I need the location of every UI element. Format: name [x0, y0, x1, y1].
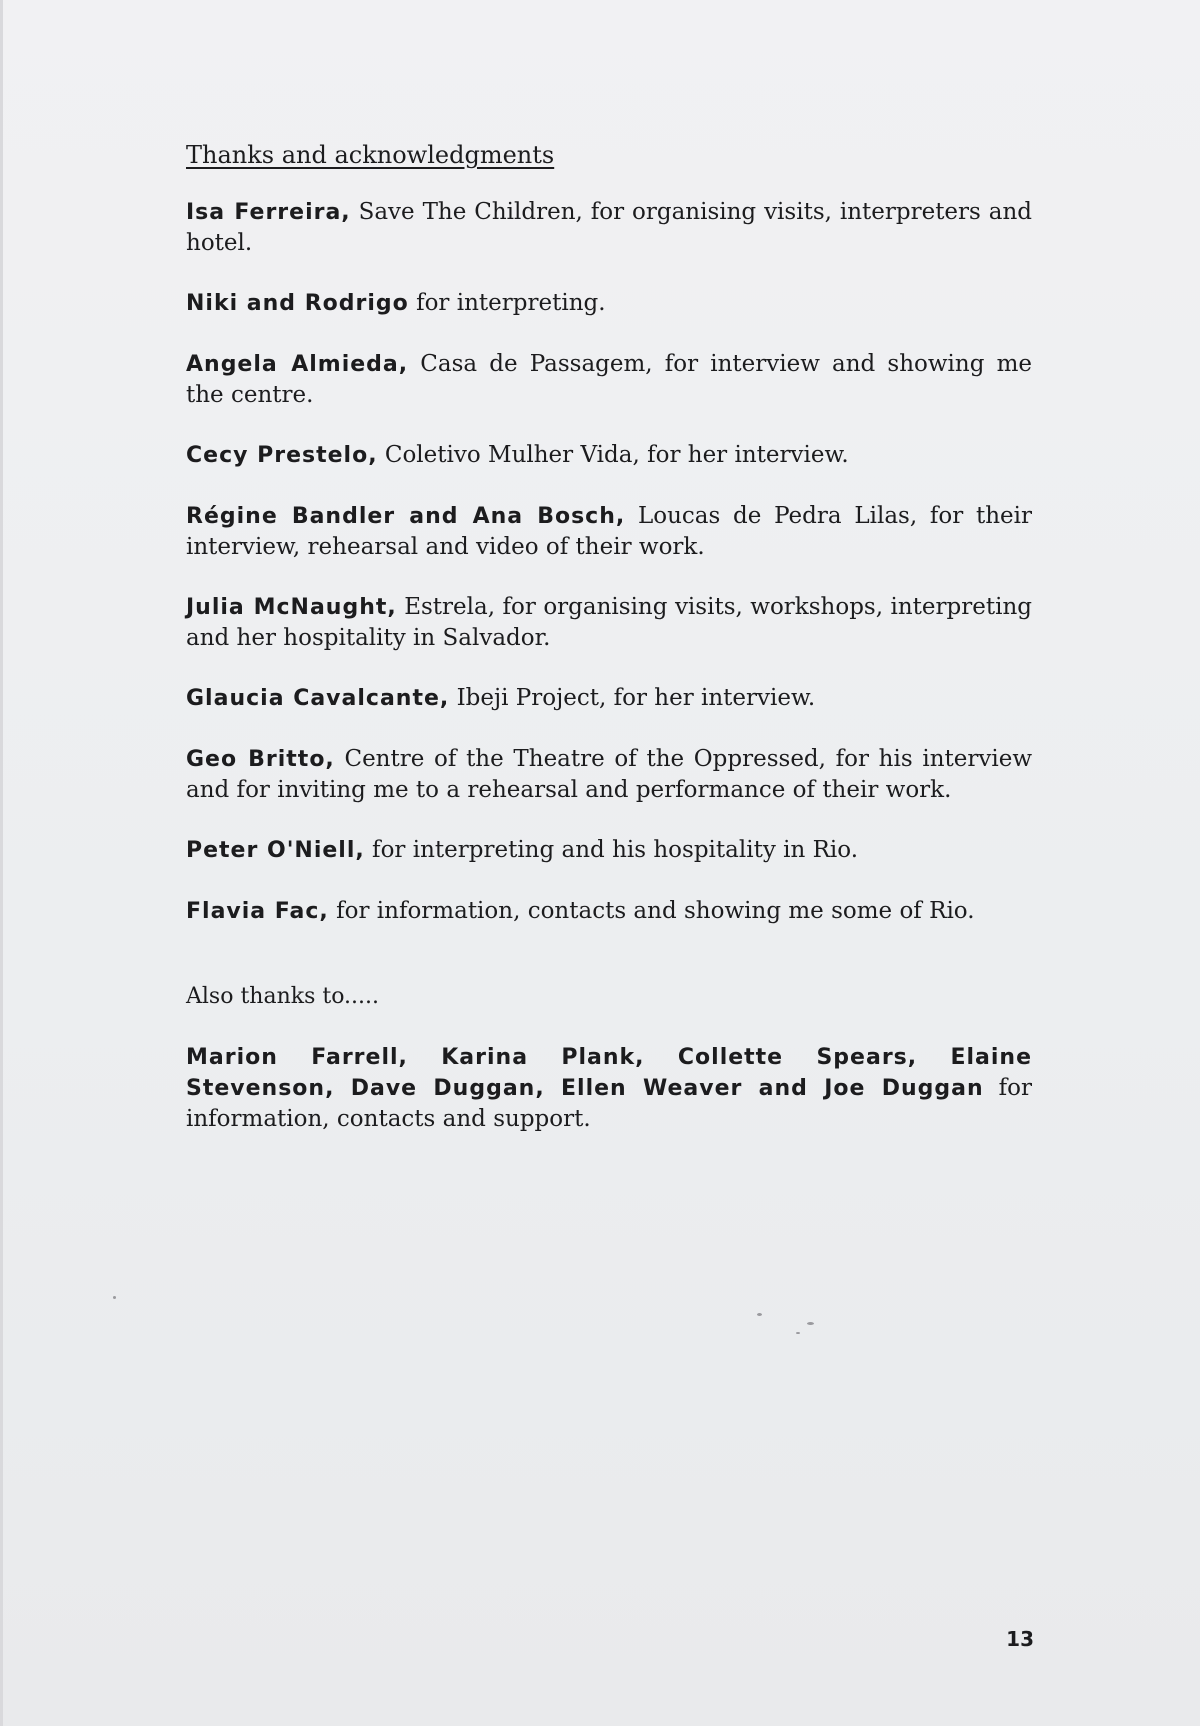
- acknowledgment-entry: [186, 501, 1032, 562]
- scan-speck: [113, 1296, 116, 1299]
- acknowledgment-text: Ibeji Project, for her interview.: [449, 685, 816, 711]
- person-name: Peter O'Niell,: [186, 838, 365, 863]
- person-name: Flavia Fac,: [186, 899, 329, 924]
- acknowledgment-text: for interpreting and his hospitality in Rio.: [364, 837, 859, 863]
- acknowledgment-text: Loucas de Pedra Lilas, for their interview, rehearsal and video of their work.: [186, 503, 1032, 560]
- page-number: 13: [1006, 1627, 1034, 1651]
- page-edge: [0, 0, 3, 1726]
- acknowledgment-text: Coletivo Mulher Vida, for her interview.: [377, 442, 849, 468]
- person-name: Julia McNaught,: [186, 595, 397, 620]
- acknowledgment-text: for information, contacts and showing me some of Rio.: [328, 898, 975, 924]
- acknowledgment-entry: [186, 197, 1032, 258]
- acknowledgment-entry: [186, 288, 1032, 319]
- acknowledgment-text: Centre of the Theatre of the Oppressed, for his interview and for inviting me to a rehearsal and performance of their work.: [186, 746, 1033, 803]
- page-title: Thanks and acknowledgments: [186, 141, 555, 169]
- person-name: Cecy Prestelo,: [186, 443, 378, 468]
- acknowledgment-entry: [186, 896, 1032, 927]
- final-text: for information, contacts and support.: [186, 1075, 1032, 1132]
- acknowledgment-text: for interpreting.: [408, 290, 606, 316]
- acknowledgment-text: Save The Children, for organising visits, interpreters and hotel.: [186, 199, 1033, 256]
- scan-speck: [796, 1332, 800, 1334]
- person-name: Régine Bandler and Ana Bosch,: [186, 504, 626, 529]
- final-acknowledgment: [186, 1042, 1032, 1134]
- final-names: Marion Farrell, Karina Plank, Collette Spears, Elaine Stevenson, Dave Duggan, Ellen Weaver and Joe Duggan: [186, 1045, 1032, 1101]
- person-name: Niki and Rodrigo: [186, 291, 409, 316]
- acknowledgment-entry: [186, 744, 1032, 805]
- scan-speck: [807, 1322, 814, 1325]
- person-name: Isa Ferreira,: [186, 200, 351, 225]
- person-name: Geo Britto,: [186, 747, 335, 772]
- person-name: Glaucia Cavalcante,: [186, 686, 450, 711]
- acknowledgment-text: Estrela, for organising visits, workshops, interpreting and her hospitality in Salvador.: [186, 594, 1032, 651]
- acknowledgment-text: Casa de Passagem, for interview and showing me the centre.: [186, 351, 1033, 408]
- acknowledgment-entry: [186, 592, 1032, 653]
- also-thanks-heading: Also thanks to.....: [186, 984, 380, 1009]
- acknowledgment-entry: [186, 835, 1032, 866]
- person-name: Angela Almieda,: [186, 352, 409, 377]
- acknowledgment-entry: [186, 440, 1032, 471]
- acknowledgment-entry: [186, 349, 1032, 410]
- acknowledgment-entry: [186, 683, 1032, 714]
- acknowledgments-section: [186, 140, 1032, 1134]
- scan-speck: [757, 1313, 762, 1316]
